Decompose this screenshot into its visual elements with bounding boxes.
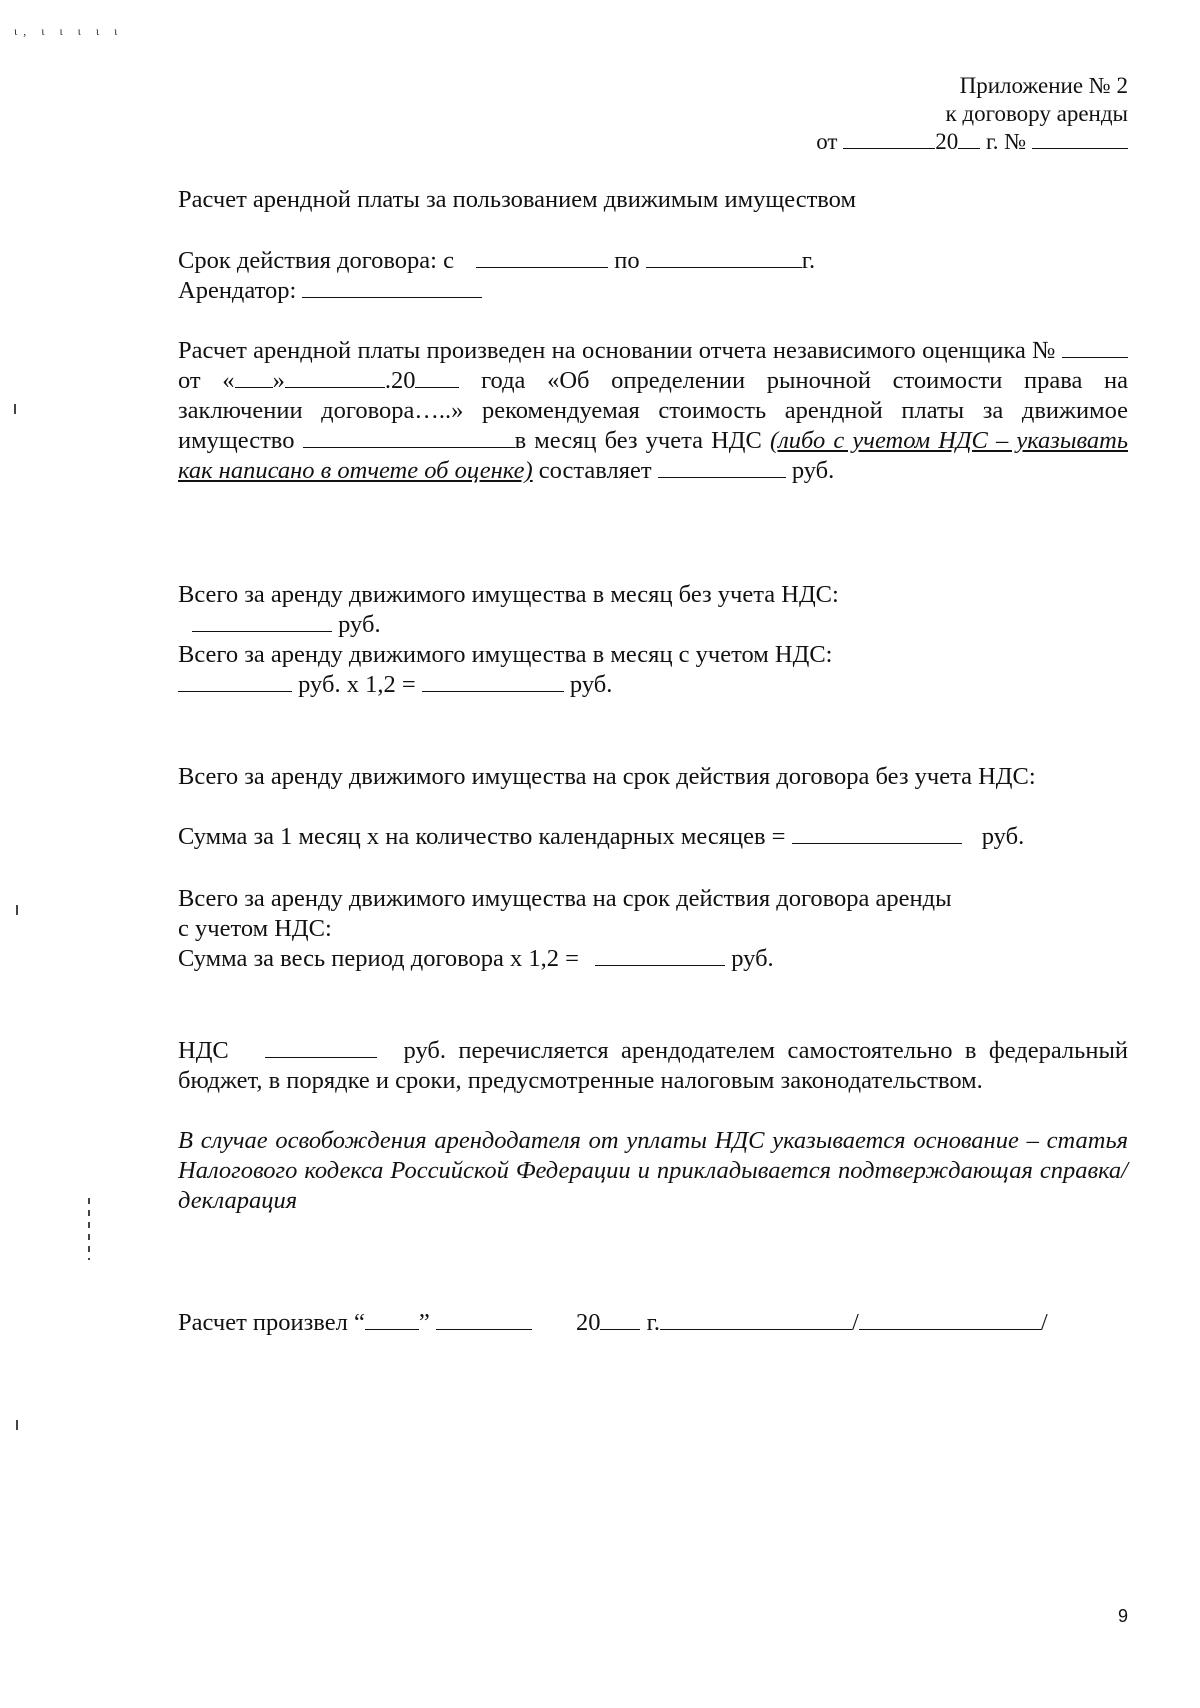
term-total-no-vat-sum: Сумма за 1 месяц х на количество календарных месяцев = руб. — [178, 823, 1025, 850]
number-blank — [1032, 147, 1128, 149]
valuation-basis-paragraph: Расчет арендной платы произведен на основании отчета независимого оценщика № от « » .20 года «Об определении рыночной стоимости права на заключении договора…..» рекомендуемая стоимость арендной платы за движимое имущество в месяц без учета НДС (либо с учетом НДС – указывать как написано в отчете об оценке) составляет руб. — [178, 337, 1129, 484]
vat-paragraph: НДС руб. перечисляется арендодателем самостоятельно в федеральный бюджет, в порядке и сроки, предусмотренные налоговым законодательством. — [178, 1037, 1129, 1094]
monthly-with-vat-label: Всего за аренду движимого имущества в месяц с учетом НДС: — [178, 641, 833, 668]
appendix-number: Приложение № 2 — [959, 73, 1128, 98]
document-title: Расчет арендной платы за пользованием движимым имуществом — [178, 186, 856, 213]
scan-artifact-dots: ι, ι ι ι ι ι — [14, 24, 124, 38]
appendix-date-line: от 20 г. № — [816, 128, 1128, 156]
term-total-with-vat-label-1: Всего за аренду движимого имущества на срок действия договора аренды — [178, 885, 952, 912]
term-total-no-vat-label: Всего за аренду движимого имущества на срок действия договора без учета НДС: — [178, 763, 1036, 790]
date-blank — [843, 147, 935, 149]
scan-edge-mark — [16, 1420, 18, 1430]
vat-note: (либо с учетом НДС – указывать как написано в отчете об оценке) — [178, 427, 1129, 484]
term-total-with-vat-sum: Сумма за весь период договора х 1,2 = руб. — [178, 945, 774, 972]
monthly-no-vat-label: Всего за аренду движимого имущества в месяц без учета НДС: — [178, 581, 839, 608]
contract-term-line: Срок действия договора: с по г. — [178, 247, 816, 274]
term-total-with-vat-label-2: с учетом НДС: — [178, 915, 332, 942]
appendix-header — [816, 72, 1128, 156]
monthly-with-vat-formula: руб. х 1,2 = руб. — [178, 670, 1128, 700]
calculation-signature-line: Расчет произвел “ ” 20 г. / / — [178, 1309, 1048, 1336]
monthly-no-vat-amount: руб. — [178, 610, 1128, 640]
tenant-line: Арендатор: — [178, 276, 1128, 306]
page-number: 9 — [1117, 1606, 1128, 1626]
year-blank — [958, 147, 980, 149]
scan-edge-mark — [88, 1198, 90, 1260]
scan-edge-mark — [16, 905, 18, 915]
scan-edge-mark — [14, 404, 16, 414]
vat-exemption-note: В случае освобождения арендодателя от уплаты НДС указывается основание – статья Налогового кодекса Российской Федерации и прикладывается подтверждающая справка/декларация — [178, 1127, 1128, 1214]
appendix-contract-ref: к договору аренды — [945, 101, 1128, 126]
